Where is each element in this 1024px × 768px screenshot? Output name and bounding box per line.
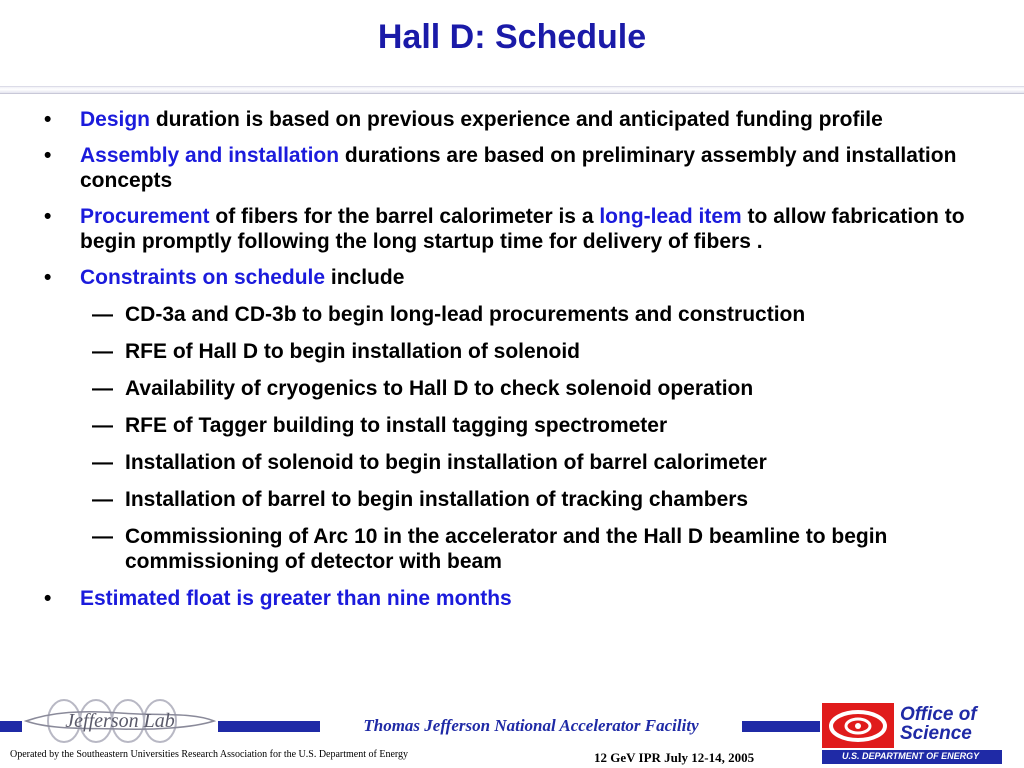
bullet-text: duration is based on previous experience and anticipated funding profile bbox=[150, 108, 883, 131]
bullet-highlight: Design bbox=[80, 108, 151, 131]
constraint-item bbox=[42, 450, 992, 475]
lab-name: Thomas Jefferson National Accelerator Facility bbox=[363, 716, 699, 735]
bullet-marker: • bbox=[44, 108, 52, 131]
doe-emblem-graphic bbox=[822, 703, 894, 748]
dash-marker: — bbox=[92, 525, 113, 548]
constraint-item bbox=[42, 339, 992, 364]
constraint-text: Availability of cryogenics to Hall D to check solenoid operation bbox=[125, 377, 754, 400]
constraint-text: Installation of barrel to begin installation of tracking chambers bbox=[125, 488, 749, 511]
bullet-float bbox=[42, 586, 992, 611]
bullet-highlight: Assembly and installation bbox=[80, 144, 340, 167]
doe-line2: Science bbox=[900, 723, 972, 744]
constraint-item bbox=[42, 376, 992, 401]
slide-footer bbox=[0, 700, 1024, 768]
bullet-design bbox=[42, 107, 992, 132]
bullet-procurement bbox=[42, 204, 992, 254]
constraint-item bbox=[42, 487, 992, 512]
constraint-text: Installation of solenoid to begin installation of barrel calorimeter bbox=[125, 451, 767, 474]
constraint-item bbox=[42, 413, 992, 438]
office-of-science-logo-icon bbox=[822, 703, 1024, 768]
bullet-marker: • bbox=[44, 205, 52, 228]
dash-marker: — bbox=[92, 377, 113, 400]
dash-marker: — bbox=[92, 303, 113, 326]
bullet-assembly bbox=[42, 143, 992, 193]
bullet-highlight: Procurement bbox=[80, 205, 210, 228]
dash-marker: — bbox=[92, 414, 113, 437]
bullet-text: durations are based on preliminary assembly and installation concepts bbox=[80, 144, 957, 192]
jefferson-lab-logo-text: Jefferson Lab bbox=[65, 710, 175, 732]
meeting-info: 12 GeV IPR July 12-14, 2005 bbox=[594, 750, 755, 765]
dash-marker: — bbox=[92, 340, 113, 363]
jefferson-lab-logo-icon bbox=[22, 698, 218, 744]
dash-marker: — bbox=[92, 488, 113, 511]
bullet-highlight-long-lead: long-lead item bbox=[599, 205, 742, 228]
bullet-text: of fibers for the barrel calorimeter is a bbox=[209, 205, 600, 228]
footer-bar-right bbox=[742, 721, 820, 732]
jefferson-lab-logo-graphic bbox=[22, 698, 218, 744]
bullet-marker: • bbox=[44, 144, 52, 167]
doe-line1: Office of bbox=[900, 704, 977, 725]
slide-title: Hall D: Schedule bbox=[377, 18, 647, 56]
bullet-highlight: Estimated float is greater than nine months bbox=[80, 587, 512, 610]
doe-subtitle: U.S. DEPARTMENT OF ENERGY bbox=[842, 751, 980, 761]
constraint-text: RFE of Tagger building to install tagging spectrometer bbox=[125, 414, 668, 437]
title-divider bbox=[0, 86, 1024, 94]
constraint-text: RFE of Hall D to begin installation of solenoid bbox=[125, 340, 580, 363]
bullet-marker: • bbox=[44, 266, 52, 289]
slide-content bbox=[42, 107, 992, 622]
bullet-text: to allow fabrication to begin promptly following the long startup time for delivery of fibers . bbox=[80, 205, 965, 253]
constraint-item bbox=[42, 302, 992, 327]
bullet-marker: • bbox=[44, 587, 52, 610]
constraint-text: CD-3a and CD-3b to begin long-lead procurements and construction bbox=[125, 303, 806, 326]
operated-by-text: Operated by the Southeastern Universities Research Association for the U.S. Department of Energy bbox=[10, 749, 409, 760]
constraint-item bbox=[42, 524, 992, 574]
dash-marker: — bbox=[92, 451, 113, 474]
bullet-highlight: Constraints on schedule bbox=[80, 266, 326, 289]
constraint-text: Commissioning of Arc 10 in the accelerator and the Hall D beamline to begin commissioning of detector with beam bbox=[125, 525, 888, 573]
doe-emblem bbox=[822, 703, 894, 748]
bullet-text: include bbox=[325, 266, 405, 289]
bullet-constraints bbox=[42, 265, 992, 290]
